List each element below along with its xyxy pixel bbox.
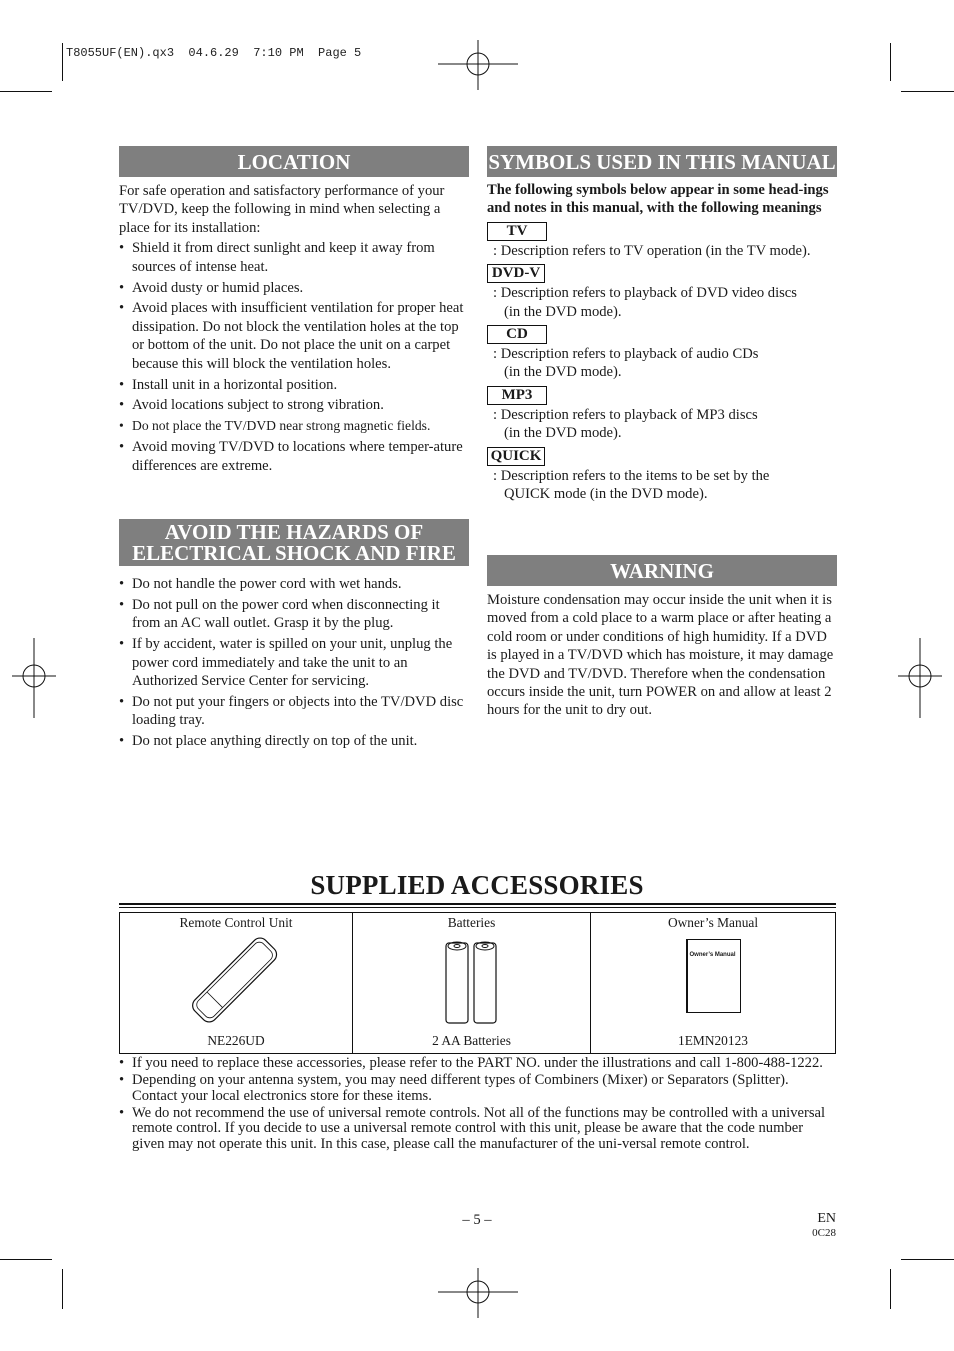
symbol-tag: TV bbox=[487, 222, 547, 241]
accessory-part-number: NE226UD bbox=[207, 1033, 265, 1048]
hazards-section bbox=[119, 519, 469, 753]
accessory-cell-remote bbox=[120, 913, 353, 1054]
symbol-item-dvd-v bbox=[487, 264, 837, 321]
symbol-tag: MP3 bbox=[487, 386, 547, 405]
accessory-label: Batteries bbox=[447, 915, 496, 930]
list-item: • Avoid dusty or humid places. bbox=[119, 279, 469, 297]
symbol-description-line1: : Description refers to playback of DVD video discs bbox=[493, 285, 797, 302]
accessory-label: Owner’s Manual bbox=[667, 915, 759, 930]
warning-heading: WARNING bbox=[487, 555, 837, 586]
booklet-cover-text: Owner’s Manual bbox=[689, 952, 736, 958]
symbols-intro: The following symbols below appear in some head-ings and notes in this manual, with the following meanings bbox=[487, 182, 829, 217]
hazards-heading-line1: AVOID THE HAZARDS OF bbox=[164, 520, 424, 544]
symbol-description bbox=[487, 242, 837, 260]
symbol-description-line2: (in the DVD mode). bbox=[504, 303, 622, 320]
symbol-item-cd bbox=[487, 325, 837, 382]
symbol-description bbox=[487, 345, 837, 382]
accessory-part-number: 2 AA Batteries bbox=[432, 1033, 511, 1048]
accessories-heading: SUPPLIED ACCESSORIES bbox=[310, 870, 644, 900]
list-item: • If by accident, water is spilled on your unit, unplug the power cord immediately and take the unit to an Authorized Service Center for servicing. bbox=[119, 635, 469, 690]
warning-text: Moisture condensation may occur inside the unit when it is moved from a cold place to a warm place or after heating a cold room or under conditions of high humidity. If a DVD is played in a TV/DVD which has moisture, it may damage the DVD and TV/DVD. Therefore when the condensation occurs inside the unit, turn POWER on and allow at least 2 hours for the unit to dry out. bbox=[487, 592, 834, 719]
location-section bbox=[119, 146, 469, 478]
list-item: • Shield it from direct sunlight and keep it away from sources of intense heat. bbox=[119, 239, 469, 276]
symbol-description bbox=[487, 284, 837, 321]
symbols-heading: SYMBOLS USED IN THIS MANUAL bbox=[487, 146, 837, 177]
accessory-cell-manual bbox=[591, 913, 836, 1054]
registration-mark-left-icon bbox=[12, 638, 56, 718]
accessory-label: Remote Control Unit bbox=[179, 915, 293, 930]
location-heading: LOCATION bbox=[119, 146, 469, 177]
location-list bbox=[119, 239, 469, 475]
warning-section bbox=[487, 555, 837, 720]
hazards-list bbox=[119, 575, 469, 751]
symbol-tag: DVD-V bbox=[487, 264, 545, 283]
symbol-description bbox=[487, 406, 837, 443]
remote-control-icon bbox=[186, 937, 286, 1023]
registration-mark-right-icon bbox=[898, 638, 942, 718]
symbols-section bbox=[487, 146, 837, 507]
language-code: EN bbox=[817, 1211, 836, 1226]
accessory-cell-batteries bbox=[353, 913, 591, 1054]
accessory-part-number: 1EMN20123 bbox=[678, 1033, 748, 1048]
notes-list bbox=[119, 1056, 836, 1153]
list-item: • We do not recommend the use of universal remote controls. Not all of the functions may be controlled with a universal remote control. If you decide to use a universal remote control with this unit, please be aware that the code number given may not operate this unit. In this case, please call the manufacturer of the uni-versal remote control. bbox=[119, 1106, 836, 1153]
owners-manual-icon bbox=[686, 939, 741, 1013]
list-item: • If you need to replace these accessories, please refer to the PART NO. under the illustrations and call 1-800-488-1222. bbox=[119, 1056, 836, 1072]
accessories-table bbox=[119, 912, 836, 1054]
symbol-item-quick bbox=[487, 447, 837, 504]
page-number: – 5 – bbox=[462, 1212, 492, 1228]
symbol-description-line2: QUICK mode (in the DVD mode). bbox=[504, 486, 708, 503]
symbol-description-line2: (in the DVD mode). bbox=[504, 364, 622, 381]
registration-mark-bottom-icon bbox=[438, 1268, 518, 1318]
symbol-description-line2: (in the DVD mode). bbox=[504, 425, 622, 442]
batteries-icon bbox=[442, 939, 502, 1025]
location-intro: For safe operation and satisfactory performance of your TV/DVD, keep the following in mind when selecting a place for its installation: bbox=[119, 183, 445, 236]
list-item: • Depending on your antenna system, you may need different types of Combiners (Mixer) or Separators (Splitter). Contact your local electronics store for these items. bbox=[119, 1073, 836, 1104]
list-item: • Do not pull on the power cord when disconnecting it from an AC wall outlet. Grasp it by the plug. bbox=[119, 596, 469, 633]
symbol-description-line1: : Description refers to the items to be set by the bbox=[493, 467, 770, 484]
symbol-description-line1: : Description refers to TV operation (in the TV mode). bbox=[493, 242, 811, 259]
symbol-item-mp3 bbox=[487, 386, 837, 443]
print-slug: T8055UF(EN).qx3 04.6.29 7:10 PM Page 5 bbox=[66, 46, 362, 60]
accessories-rule bbox=[119, 903, 836, 905]
symbol-tag: QUICK bbox=[487, 447, 545, 466]
list-item: • Install unit in a horizontal position. bbox=[119, 376, 469, 394]
symbol-description bbox=[487, 467, 837, 504]
accessory-notes bbox=[119, 1056, 836, 1154]
symbol-item-tv bbox=[487, 222, 837, 260]
symbol-tag: CD bbox=[487, 325, 547, 344]
list-item: • Avoid places with insufficient ventilation for proper heat dissipation. Do not block the ventilation holes at the top or bottom of the unit. Do not place the unit on a carpet because this will block the ventilation holes. bbox=[119, 299, 469, 373]
list-item: • Avoid locations subject to strong vibration. bbox=[119, 396, 469, 414]
registration-mark-top-icon bbox=[438, 40, 518, 90]
list-item: • Do not place anything directly on top of the unit. bbox=[119, 732, 469, 750]
list-item: • Do not handle the power cord with wet hands. bbox=[119, 575, 469, 593]
list-item: • Do not put your fingers or objects into the TV/DVD disc loading tray. bbox=[119, 693, 469, 730]
accessories-rule-thin bbox=[119, 907, 836, 908]
hazards-heading bbox=[119, 519, 469, 566]
symbol-description-line1: : Description refers to playback of audio CDs bbox=[493, 346, 759, 363]
document-code: 0C28 bbox=[812, 1227, 836, 1239]
hazards-heading-line2: ELECTRICAL SHOCK AND FIRE bbox=[132, 541, 456, 565]
list-item: • Avoid moving TV/DVD to locations where temper-ature differences are extreme. bbox=[119, 438, 469, 475]
symbol-description-line1: : Description refers to playback of MP3 discs bbox=[493, 406, 758, 423]
list-item: • Do not place the TV/DVD near strong magnetic fields. bbox=[119, 417, 469, 435]
